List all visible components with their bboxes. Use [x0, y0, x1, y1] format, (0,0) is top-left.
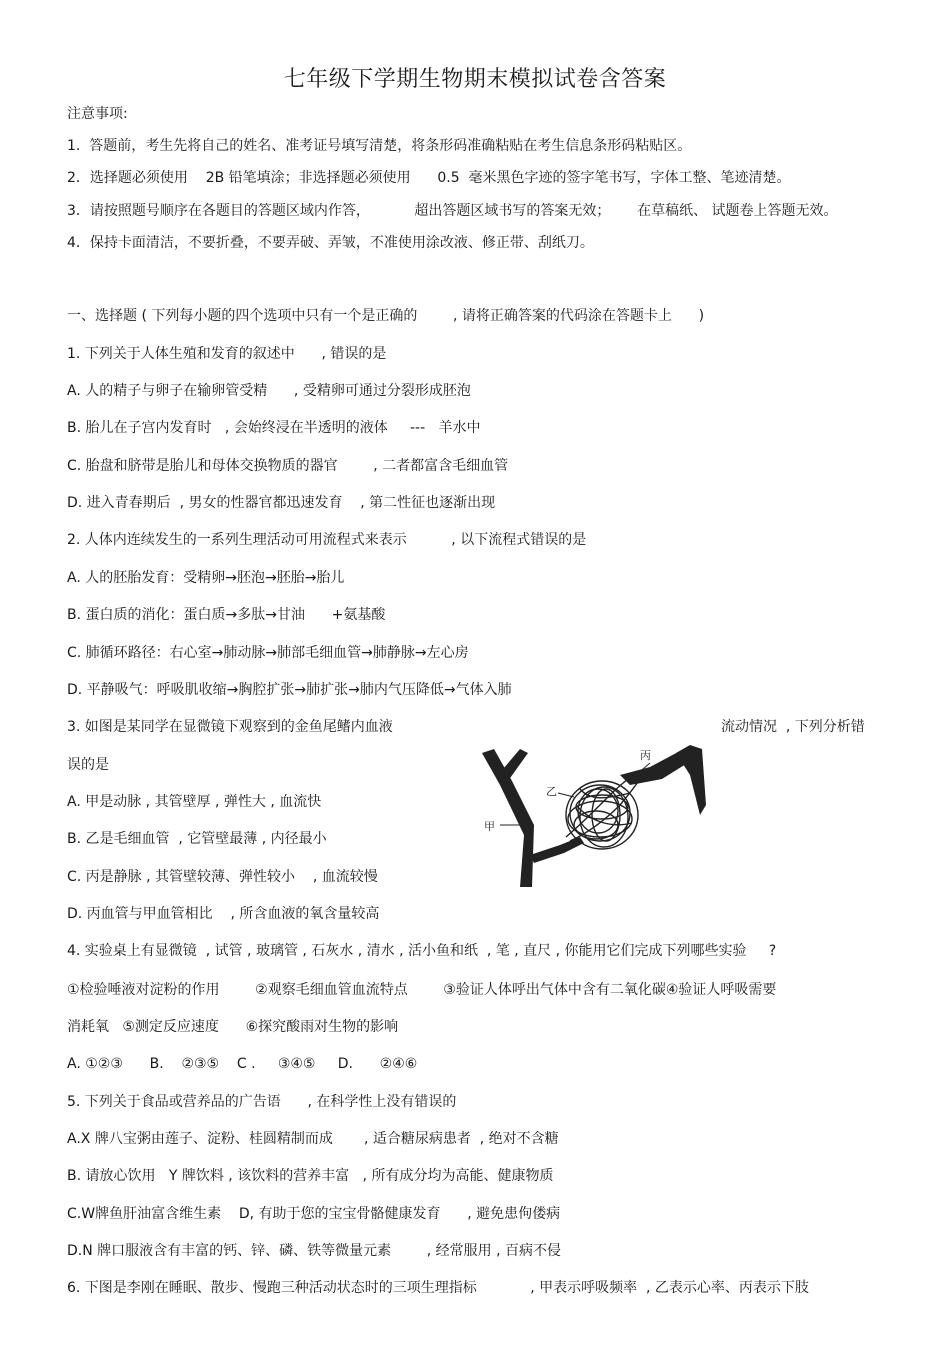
q2-option-b: B. 蛋白质的消化：蛋白质→多肽→甘油 +氨基酸 [67, 607, 386, 623]
notice-item-3: 3．请按照题号顺序在各题目的答题区域内作答， 超出答题区域书写的答案无效； 在草稿纸、 试题卷上答题无效。 [67, 203, 838, 219]
q4-stem: 4. 实验桌上有显微镜 , 试管 , 玻璃管 , 石灰水 , 清水 , 活小鱼和纸 , 笔 , 直尺 , 你能用它们完成下列哪些实验 ? [67, 943, 777, 959]
q2-option-c: C. 肺循环路径：右心室→肺动脉→肺部毛细血管→肺静脉→左心房 [67, 645, 469, 661]
q3-option-c: C. 丙是静脉 , 其管壁较薄、弹性较小 , 血流较慢 [67, 869, 378, 885]
q2-stem: 2. 人体内连续发生的一系列生理活动可用流程式来表示 , 以下流程式错误的是 [67, 532, 587, 548]
label-bing: 丙 [640, 749, 651, 762]
label-yi: 乙 [546, 785, 557, 798]
notice-item-1: 1. 答题前，考生先将自己的姓名、准考证号填写清楚，将条形码准确粘贴在考生信息条形码粘贴区。 [67, 138, 692, 154]
notice-item-2: 2．选择题必须使用 2B 铅笔填涂；非选择题必须使用 0.5 毫米黑色字迹的签字笔书写，字体工整、笔迹清楚。 [67, 170, 791, 186]
page-title: 七年级下学期生物期末模拟试卷含答案 [283, 67, 667, 92]
q4-options: A. ①②③ B. ②③⑤ C . ③④⑤ D. ②④⑥ [67, 1056, 418, 1072]
q4-line-3: 消耗氧 ⑤测定反应速度 ⑥探究酸雨对生物的影响 [67, 1019, 399, 1035]
q5-option-d: D.N 牌口服液含有丰富的钙、锌、磷、铁等微量元素 , 经常服用 , 百病不侵 [67, 1243, 562, 1259]
q1-option-d: D. 进入青春期后 , 男女的性器官都迅速发育 , 第二性征也逐渐出现 [67, 495, 496, 511]
q3-option-b: B. 乙是毛细血管 , 它管壁最薄 , 内径最小 [67, 831, 327, 847]
q3-option-a: A. 甲是动脉 , 其管壁厚 , 弹性大 , 血流快 [67, 794, 322, 810]
q5-option-a: A.X 牌八宝粥由莲子、淀粉、桂圆精制而成 , 适合糖尿病患者 , 绝对不含糖 [67, 1131, 559, 1147]
q2-option-d: D. 平静吸气：呼吸肌收缩→胸腔扩张→肺扩张→肺内气压降低→气体入肺 [67, 682, 512, 698]
q5-stem: 5. 下列关于食品或营养品的广告语 , 在科学性上没有错误的 [67, 1094, 457, 1110]
notice-item-4: 4．保持卡面清洁，不要折叠，不要弄破、弄皱，不准使用涂改液、修正带、刮纸刀。 [67, 235, 594, 251]
q1-option-a: A. 人的精子与卵子在输卵管受精 , 受精卵可通过分裂形成胚泡 [67, 383, 471, 399]
q5-option-b: B. 请放心饮用 Y 牌饮料 , 该饮料的营养丰富 , 所有成分均为高能、健康物质 [67, 1168, 554, 1184]
blood-vessel-figure [480, 745, 706, 887]
label-jia: 甲 [484, 820, 495, 833]
q1-stem: 1. 下列关于人体生殖和发育的叙述中 , 错误的是 [67, 346, 387, 362]
notice-heading: 注意事项: [67, 106, 128, 122]
q3-stem-cont: 误的是 [67, 757, 109, 773]
q3-stem-right: 流动情况 , 下列分析错 [721, 719, 865, 735]
q2-option-a: A. 人的胚胎发育：受精卵→胚泡→胚胎→胎儿 [67, 570, 345, 586]
q1-option-c: C. 胎盘和脐带是胎儿和母体交换物质的器官 , 二者都富含毛细血管 [67, 458, 509, 474]
q5-option-c: C.W牌鱼肝油富含维生素 D, 有助于您的宝宝骨骼健康发育 , 避免患佝偻病 [67, 1206, 561, 1222]
q6-stem: 6. 下图是李刚在睡眠、散步、慢跑三种活动状态时的三项生理指标 , 甲表示呼吸频率 , 乙表示心率、丙表示下肢 [67, 1280, 809, 1296]
q1-option-b: B. 胎儿在子宫内发育时 , 会始终浸在半透明的液体 --- 羊水中 [67, 420, 481, 436]
q4-line-2: ①检验唾液对淀粉的作用 ②观察毛细血管血流特点 ③验证人体呼出气体中含有二氧化碳④验证人呼吸需要 [67, 982, 777, 998]
section-heading: 一、选择题 ( 下列每小题的四个选项中只有一个是正确的 , 请将正确答案的代码涂在答题卡上 ) [67, 308, 705, 324]
q3-option-d: D. 丙血管与甲血管相比 , 所含血液的氧含量较高 [67, 906, 380, 922]
q3-stem: 3. 如图是某同学在显微镜下观察到的金鱼尾鳍内血液 [67, 719, 393, 735]
